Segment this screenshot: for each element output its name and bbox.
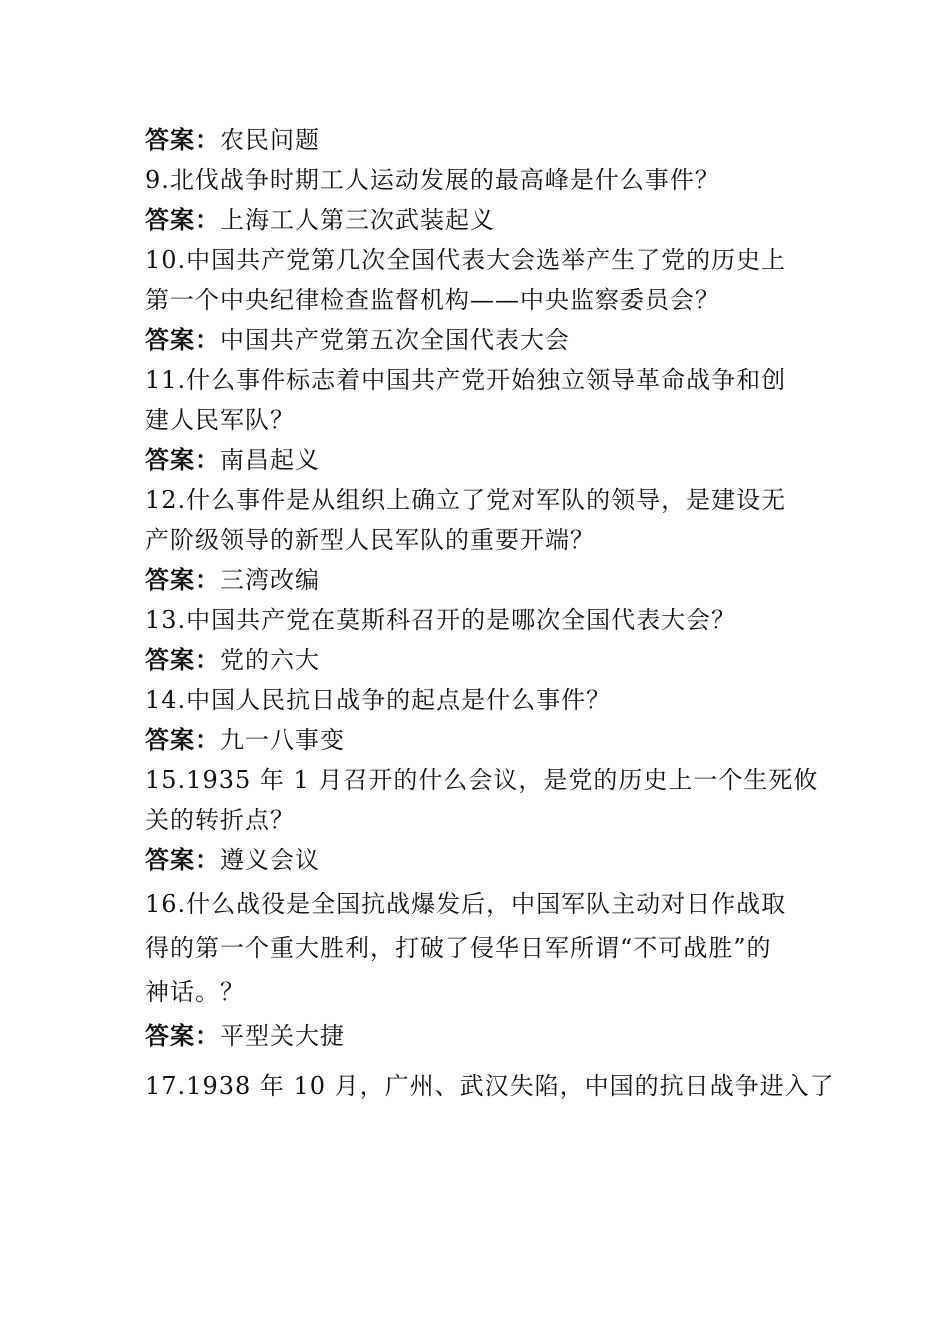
document-page — [145, 120, 835, 1106]
question-line: 10.中国共产党第几次全国代表大会选举产生了党的历史上 — [145, 246, 787, 274]
answer-line — [145, 560, 810, 600]
answer-text: 南昌起义 — [220, 446, 320, 474]
question-line: 得的第一个重大胜利，打破了侵华日军所谓“不可战胜”的 — [145, 934, 772, 962]
question-line: 第一个中央纪律检查监督机构——中央监察委员会？ — [145, 286, 720, 314]
answer-label: 答案： — [145, 126, 220, 154]
question-line: 15.1935 年 1 月召开的什么会议，是党的历史上一个生死攸 — [145, 766, 819, 794]
answer-line — [145, 640, 810, 680]
answer-label: 答案： — [145, 646, 220, 674]
answer-label: 答案： — [145, 446, 220, 474]
question-line: 14.中国人民抗日战争的起点是什么事件？ — [145, 686, 612, 714]
answer-line — [145, 320, 810, 360]
answer-label: 答案： — [145, 566, 220, 594]
answer-line — [145, 200, 810, 240]
answer-text: 中国共产党第五次全国代表大会 — [220, 326, 570, 354]
answer-line — [145, 1016, 810, 1056]
answer-label: 答案： — [145, 1022, 220, 1050]
answer-label: 答案： — [145, 726, 220, 754]
answer-text: 平型关大捷 — [220, 1022, 345, 1050]
question-line: 16.什么战役是全国抗战爆发后，中国军队主动对日作战取 — [145, 890, 787, 918]
question-line: 13.中国共产党在莫斯科召开的是哪次全国代表大会？ — [145, 606, 737, 634]
question-line: 17.1938 年 10 月，广州、武汉失陷，中国的抗日战争进入了 — [145, 1072, 835, 1100]
answer-line — [145, 120, 810, 160]
answer-label: 答案： — [145, 846, 220, 874]
answer-label: 答案： — [145, 326, 220, 354]
answer-text: 遵义会议 — [220, 846, 320, 874]
answer-text: 农民问题 — [220, 126, 320, 154]
question-line: 11.什么事件标志着中国共产党开始独立领导革命战争和创 — [145, 366, 787, 394]
answer-line — [145, 720, 810, 760]
question-line: 12.什么事件是从组织上确立了党对军队的领导，是建设无 — [145, 486, 787, 514]
answer-text: 九一八事变 — [220, 726, 345, 754]
answer-text: 党的六大 — [220, 646, 320, 674]
question-line: 建人民军队？ — [145, 406, 295, 434]
question-line: 9.北伐战争时期工人运动发展的最高峰是什么事件？ — [145, 166, 720, 194]
answer-label: 答案： — [145, 206, 220, 234]
question-line: 关的转折点？ — [145, 806, 295, 834]
question-line: 神话。？ — [145, 978, 245, 1006]
answer-line — [145, 840, 810, 880]
answer-text: 三湾改编 — [220, 566, 320, 594]
answer-text: 上海工人第三次武装起义 — [220, 206, 495, 234]
question-line: 产阶级领导的新型人民军队的重要开端？ — [145, 526, 595, 554]
answer-line — [145, 440, 810, 480]
